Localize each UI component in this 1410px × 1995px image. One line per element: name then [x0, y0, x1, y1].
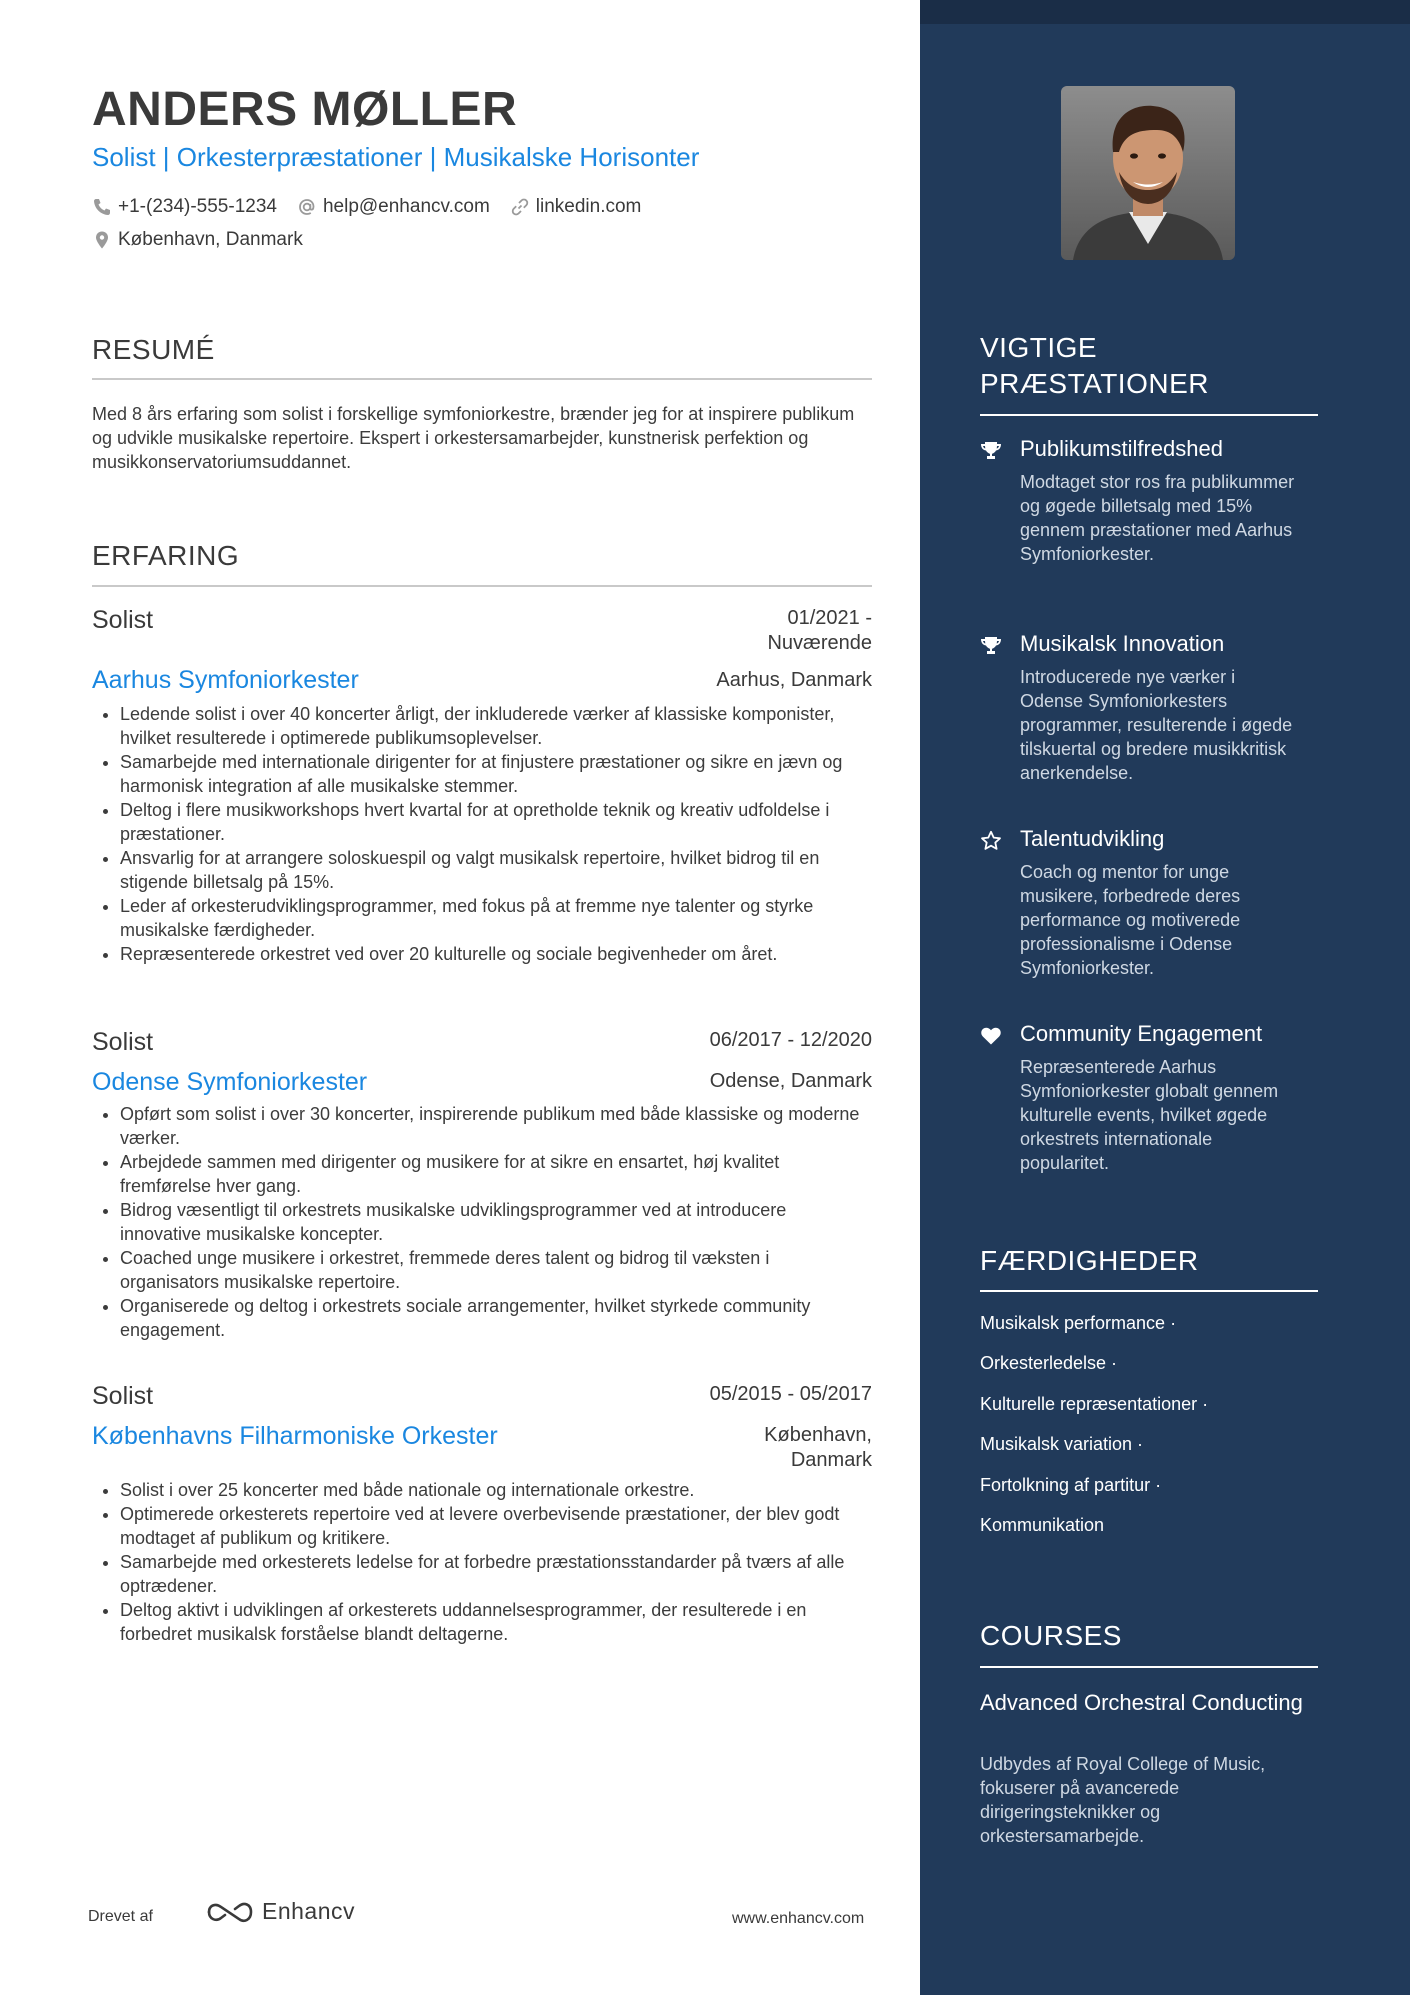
contact-location	[92, 229, 303, 251]
email-text: help@enhancv.com	[322, 196, 490, 217]
footer-url[interactable]: www.enhancv.com	[732, 1910, 865, 1927]
job-location	[764, 1423, 872, 1473]
skills-heading: FÆRDIGHEDER	[980, 1245, 1199, 1276]
experience-heading: ERFARING	[92, 540, 240, 571]
course-description: Udbydes af Royal College of Music, fokuserer på avancerede dirigeringsteknikker og orkestersamarbejde.	[980, 1754, 1266, 1846]
phone-text: +1-(234)-555-1234	[118, 196, 277, 217]
contact-phone[interactable]	[92, 196, 277, 218]
enhancv-logo-icon	[206, 1899, 254, 1925]
job-dates-start: 01/2021 -	[787, 607, 872, 629]
phone-icon	[92, 197, 112, 217]
footer-brand: Enhancv	[262, 1898, 356, 1924]
job-dates-start: 06/2017 - 12/2020	[709, 1029, 872, 1051]
job-bullet: • Deltog aktivt i udviklingen af orkesterets uddannelsesprogrammer, der resulterede i en forbedret musikalsk forståelse blandt deltagerne.	[120, 1598, 872, 1646]
achievement-text: Introducerede nye værker i Odense Symfoniorkesters programmer, resulterende i øgede tilskuertal og bredere musikkritisk anerkendelse.	[1020, 667, 1293, 783]
job-company[interactable]: Odense Symfoniorkester	[92, 1068, 368, 1096]
job-dates	[710, 1382, 872, 1407]
achievement-title: Musikalsk Innovation	[1020, 631, 1225, 656]
contact-email[interactable]	[297, 196, 490, 218]
job-location-line: København,	[764, 1424, 872, 1446]
courses-heading: COURSES	[980, 1620, 1122, 1651]
achievements-heading	[980, 330, 1320, 402]
courses-divider	[980, 1666, 1318, 1668]
star-icon	[980, 830, 1002, 852]
at-icon	[297, 197, 317, 217]
course-title: Advanced Orchestral Conducting	[980, 1690, 1303, 1715]
trophy-icon	[980, 440, 1002, 462]
job-company[interactable]: Københavns Filharmoniske Orkester	[92, 1422, 498, 1450]
job-dates	[767, 606, 872, 656]
achievement-title: Talentudvikling	[1020, 826, 1165, 851]
trophy-icon	[980, 635, 1002, 657]
job-location-line: Danmark	[790, 1449, 872, 1471]
job-location-line: Aarhus, Danmark	[716, 669, 872, 691]
job-bullet: • Coached unge musikere i orkestret, fremmede deres talent og bidrog til væksten i organisators musikalske repertoire.	[120, 1246, 872, 1294]
footer-powered-by: Drevet af	[88, 1908, 153, 1925]
job-bullet: • Organiserede og deltog i orkestrets sociale arrangementer, hvilket styrkede community engagement.	[120, 1294, 872, 1342]
location-text: København, Danmark	[118, 229, 303, 250]
location-row	[92, 229, 323, 251]
skill-item: Musikalsk performance ·	[980, 1313, 1177, 1333]
job-role: Solist	[92, 1028, 154, 1056]
job-location	[716, 668, 872, 693]
job-bullet: • Opført som solist i over 30 koncerter, inspirerende publikum med både klassiske og moderne værker.	[120, 1102, 872, 1150]
job-bullet: • Leder af orkesterudviklingsprogrammer, med fokus på at fremme nye talenter og styrke musikalske færdigheder.	[120, 894, 872, 942]
job-bullet: • Optimerede orkesterets repertoire ved at levere overbevisende præstationer, der blev godt modtaget af publikum og kritikere.	[120, 1502, 872, 1550]
job-role: Solist	[92, 606, 154, 634]
job-bullets	[92, 1478, 872, 1646]
job-location	[710, 1069, 872, 1094]
job-bullet: • Samarbejde med internationale dirigenter for at finjustere præstationer og sikre en jævn og harmonisk integration af alle musikalske stemmer.	[120, 750, 872, 798]
job-company[interactable]: Aarhus Symfoniorkester	[92, 666, 359, 694]
job-dates-start: 05/2015 - 05/2017	[709, 1383, 872, 1405]
skill-item: Musikalsk variation ·	[980, 1434, 1144, 1454]
achievement-title: Community Engagement	[1020, 1021, 1263, 1046]
job-bullet: • Deltog i flere musikworkshops hvert kvartal for at opretholde teknik og kreativ udfoldelse i præstationer.	[120, 798, 872, 846]
avatar-illustration	[1061, 86, 1235, 260]
job-role: Solist	[92, 1382, 154, 1410]
candidate-name: ANDERS MØLLER	[92, 83, 518, 136]
experience-divider	[92, 585, 872, 587]
job-bullet: • Solist i over 25 koncerter med både nationale og internationale orkestre.	[120, 1478, 872, 1502]
job-bullet: • Samarbejde med orkesterets ledelse for at forbedre præstationsstandarder på tværs af alle optrædener.	[120, 1550, 872, 1598]
job-bullets	[92, 1102, 872, 1342]
achievements-divider	[980, 414, 1318, 416]
skill-item: Orkesterledelse ·	[980, 1353, 1118, 1373]
skill-item: Fortolkning af partitur ·	[980, 1475, 1162, 1495]
skill-item: Kulturelle repræsentationer ·	[980, 1394, 1209, 1414]
heart-icon	[980, 1025, 1002, 1047]
footer-logo[interactable]	[206, 1898, 355, 1925]
linkedin-text: linkedin.com	[535, 196, 642, 217]
job-bullet: • Ansvarlig for at arrangere soloskuespil og valgt musikalsk repertoire, hvilket bidrog til en stigende billetsalg på 15%.	[120, 846, 872, 894]
link-icon	[510, 197, 530, 217]
summary-divider	[92, 378, 872, 380]
job-bullet: • Bidrog væsentligt til orkestrets musikalske udviklingsprogrammer ved at introducere innovative musikalske koncepter.	[120, 1198, 872, 1246]
contact-row	[92, 196, 661, 218]
job-location-line: Odense, Danmark	[709, 1070, 872, 1092]
achievements-heading-line: PRÆSTATIONER	[980, 368, 1209, 399]
job-dates-end: Nuværende	[767, 632, 872, 654]
achievement-text: Modtaget stor ros fra publikummer og øgede billetsalg med 15% gennem præstationer med Aarhus Symfoniorkester.	[1020, 472, 1295, 564]
job-bullet: • Arbejdede sammen med dirigenter og musikere for at sikre en ensartet, høj kvalitet fremførelse hver gang.	[120, 1150, 872, 1198]
job-bullet: • Repræsenterede orkestret ved over 20 kulturelle og sociale begivenheder om året.	[120, 942, 872, 966]
achievement-text: Repræsenterede Aarhus Symfoniorkester globalt gennem kulturelle events, hvilket øgede orkestrets internationale popularitet.	[1020, 1057, 1279, 1173]
achievements-heading-line: VIGTIGE	[980, 332, 1098, 363]
sidebar-top-bar	[920, 0, 1410, 24]
job-bullet: • Ledende solist i over 40 koncerter årligt, der inkluderede værker af klassiske komponister, hvilket resulterede i optimerede publikumsoplevelser.	[120, 702, 872, 750]
map-pin-icon	[92, 230, 112, 250]
summary-text: Med 8 års erfaring som solist i forskellige symfoniorkestre, brænder jeg for at inspirere publikum og udvikle musikalske repertoire. Ekspert i orkestersamarbejder, kunstnerisk perfektion og musikkonservatoriumsuddannet.	[92, 404, 855, 472]
achievement-title: Publikumstilfredshed	[1020, 436, 1223, 461]
job-bullets	[92, 702, 872, 966]
contact-linkedin[interactable]	[510, 196, 642, 218]
summary-heading: RESUMÉ	[92, 334, 215, 365]
candidate-title: Solist | Orkesterpræstationer | Musikalske Horisonter	[92, 142, 700, 172]
skill-item: Kommunikation	[980, 1515, 1105, 1535]
achievement-text: Coach og mentor for unge musikere, forbedrede deres performance og motiverede professionalisme i Odense Symfoniorkester.	[1020, 862, 1241, 978]
job-dates	[710, 1028, 872, 1053]
skills-divider	[980, 1290, 1318, 1292]
profile-photo	[1061, 86, 1235, 260]
